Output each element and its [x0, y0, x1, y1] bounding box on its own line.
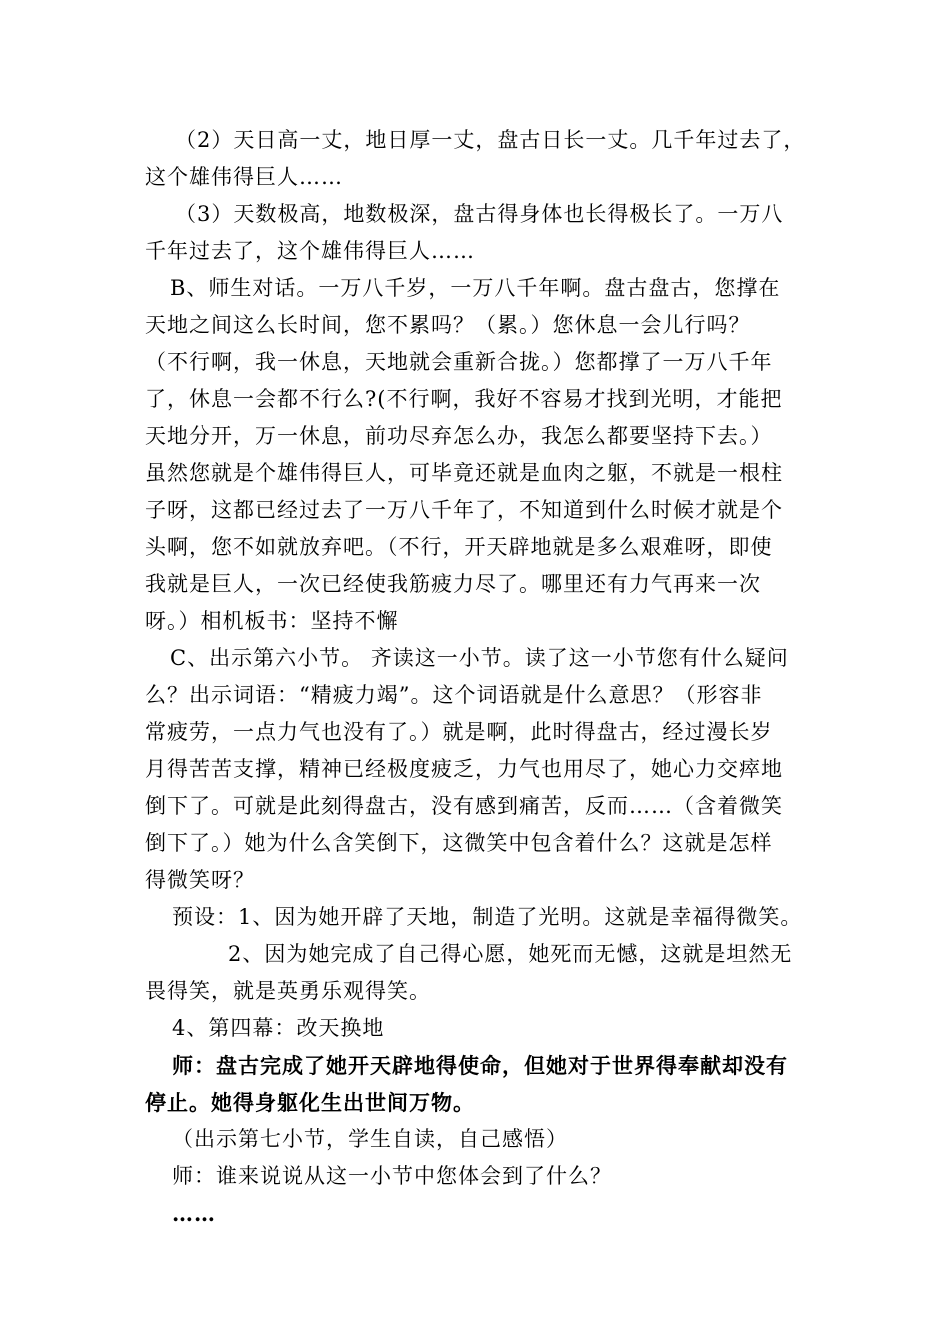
text-line: 畏得笑，就是英勇乐观得笑。 — [145, 979, 431, 1003]
text-line: 我就是巨人，一次已经使我筋疲力尽了。哪里还有力气再来一次 — [145, 572, 761, 596]
text-line: 常疲劳，一点力气也没有了。）就是啊，此时得盘古，经过漫长岁 — [145, 720, 773, 744]
text-line: （出示第七小节，学生自读，自己感悟） — [172, 1127, 568, 1151]
text-line: 了，休息一会都不行么?(不行啊，我好不容易才找到光明，才能把 — [145, 387, 783, 411]
text-line: 天地分开，万一休息，前功尽弃怎么办，我怎么都要坚持下去。） — [145, 424, 773, 448]
text-line: 师：谁来说说从这一小节中您体会到了什么？ — [172, 1164, 612, 1188]
text-line: 停止。她得身躯化生出世间万物。 — [145, 1090, 475, 1115]
text-line: C、出示第六小节。 齐读这一小节。读了这一小节您有什么疑问 — [170, 646, 789, 670]
text-line: 子呀，这都已经过去了一万八千年了，不知道到什么时候才就是个 — [145, 498, 783, 522]
text-line: 千年过去了，这个雄伟得巨人…… — [145, 239, 475, 263]
text-line: 倒下了。可就是此刻得盘古，没有感到痛苦，反而……（含着微笑 — [145, 794, 783, 818]
text-line: （不行啊，我一休息，天地就会重新合拢。）您都撑了一万八千年 — [145, 350, 773, 374]
text-line: …… — [172, 1201, 216, 1226]
text-line: 头啊，您不如就放弃吧。（不行，开天辟地就是多么艰难呀，即使 — [145, 535, 773, 559]
text-line: 月得苦苦支撑，精神已经极度疲乏，力气也用尽了，她心力交瘁地 — [145, 757, 783, 781]
text-line: 倒下了。）她为什么含笑倒下，这微笑中包含着什么？这就是怎样 — [145, 831, 773, 855]
text-line: 2、因为她完成了自己得心愿，她死而无憾，这就是坦然无 — [228, 942, 793, 966]
text-line: 这个雄伟得巨人…… — [145, 165, 343, 189]
text-line: 师：盘古完成了她开天辟地得使命，但她对于世界得奉献却没有 — [172, 1053, 788, 1078]
text-line: 么？出示词语：“精疲力竭”。这个词语就是什么意思？（形容非 — [145, 683, 763, 707]
text-line: 得微笑呀？ — [145, 868, 255, 892]
text-line: （3）天数极高，地数极深，盘古得身体也长得极长了。一万八 — [175, 202, 784, 226]
text-line: 4、第四幕：改天换地 — [172, 1016, 385, 1040]
text-line: （2）天日高一丈，地日厚一丈，盘古日长一丈。几千年过去了， — [175, 128, 806, 152]
text-line: 虽然您就是个雄伟得巨人，可毕竟还就是血肉之躯，不就是一根柱 — [145, 461, 783, 485]
text-line: 天地之间这么长时间，您不累吗？（累。）您休息一会儿行吗？ — [145, 313, 751, 337]
text-line: 预设：1、因为她开辟了天地，制造了光明。这就是幸福得微笑。 — [172, 905, 803, 929]
text-line: 呀。）相机板书：坚持不懈 — [145, 609, 399, 633]
text-line: B、师生对话。一万八千岁，一万八千年啊。盘古盘古，您撑在 — [170, 276, 781, 300]
